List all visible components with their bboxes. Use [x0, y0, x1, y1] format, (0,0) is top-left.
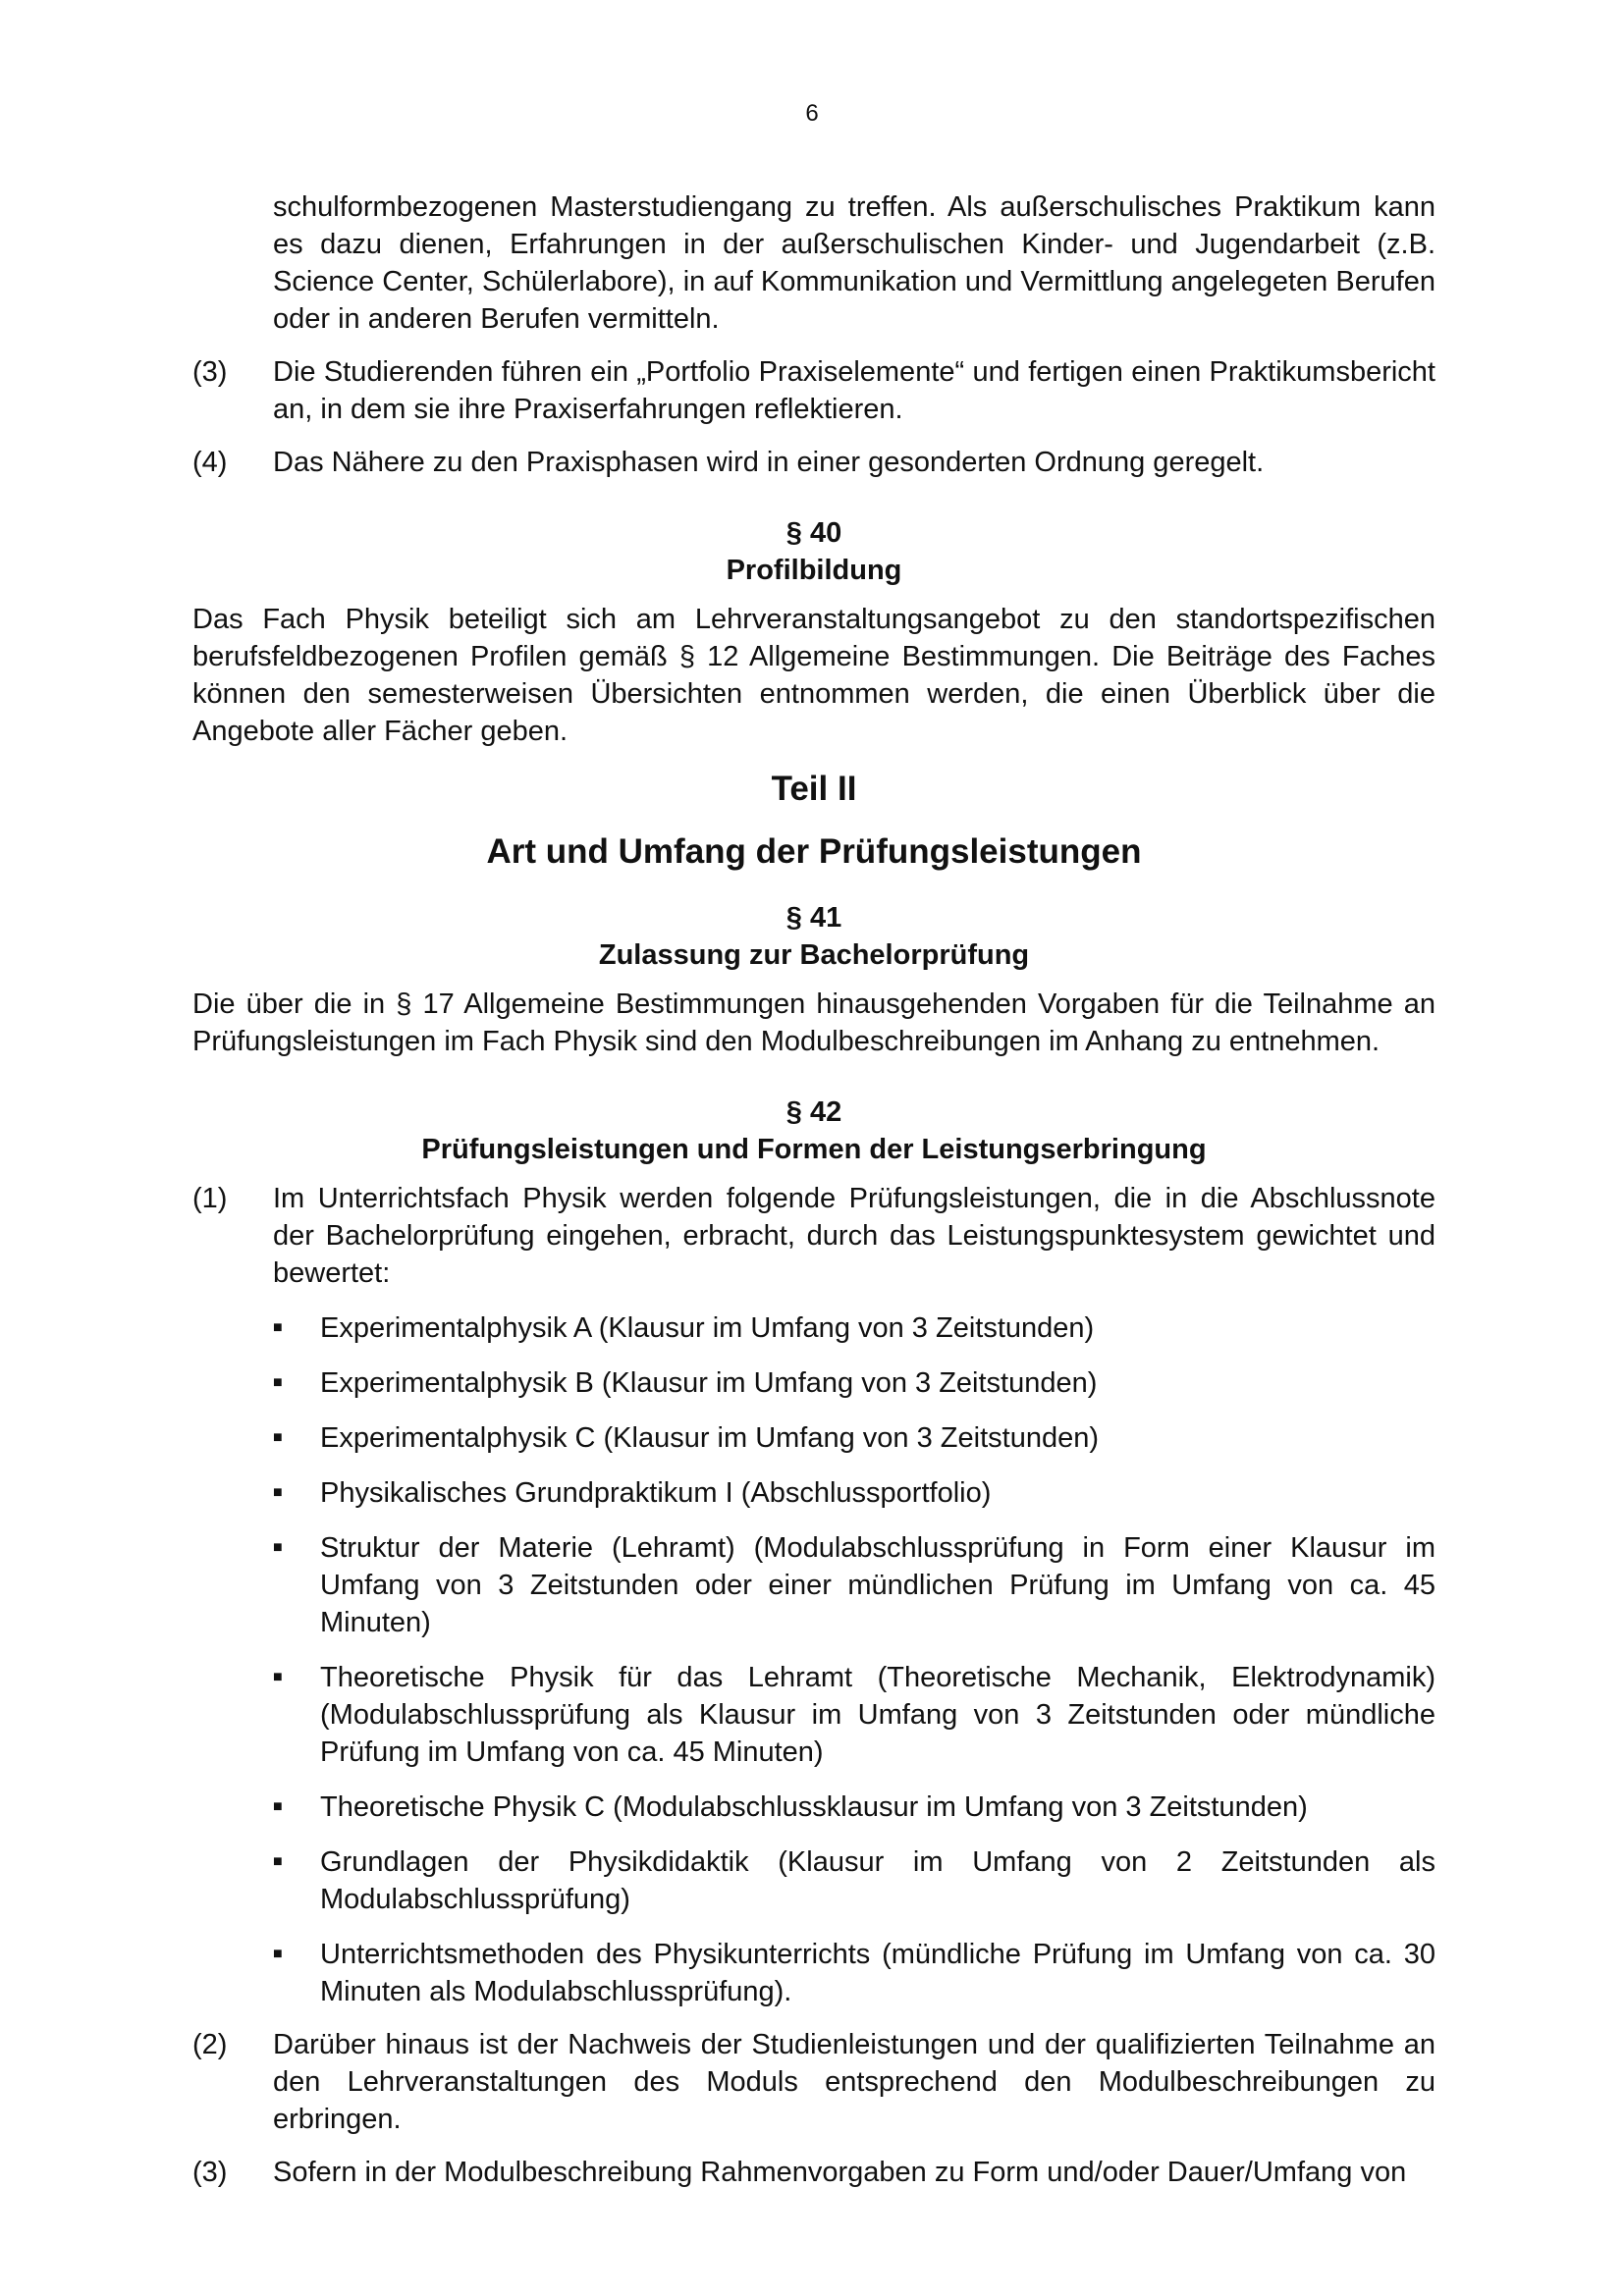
- list-item-text: Experimentalphysik C (Klausur im Umfang von 3 Zeitstunden): [320, 1422, 1099, 1454]
- page-content: [192, 188, 1435, 2191]
- section-40-text: Das Fach Physik beteiligt sich am Lehrveranstaltungsangebot zu den standortspezifischen berufsfeldbezogenen Profilen gemäß § 12 Allgemeine Bestimmungen. Die Beiträge des Faches können den semesterweisen Übersichten entnommen werden, die einen Überblick über die Angebote aller Fächer geben.: [192, 604, 1435, 747]
- section-41-title: Zulassung zur Bachelorprüfung: [598, 939, 1030, 971]
- exam-list: [192, 1309, 1435, 2010]
- section-40-title: Profilbildung: [726, 555, 902, 586]
- item-text: Darüber hinaus ist der Nachweis der Studienleistungen und der qualifizierten Teilnahme an den Lehrveranstaltungen des Moduls entsprechend den Modulbeschreibungen zu erbringen.: [273, 2029, 1435, 2135]
- bullet-icon: ■: [273, 1853, 283, 1870]
- list-item: [273, 1659, 1435, 1771]
- list-item: [273, 1309, 1435, 1347]
- item-text: Das Nähere zu den Praxisphasen wird in einer gesonderten Ordnung geregelt.: [273, 447, 1265, 478]
- list-item-text: Physikalisches Grundpraktikum I (Abschlussportfolio): [320, 1477, 992, 1509]
- part-label: Teil II: [771, 770, 857, 808]
- page-number: 6: [805, 100, 819, 127]
- item-number: (3): [192, 2157, 228, 2188]
- item-text: Die Studierenden führen ein „Portfolio Praxiselemente“ und fertigen einen Praktikumsbericht an, in dem sie ihre Praxiserfahrungen reflektieren.: [273, 356, 1435, 425]
- list-item-text: Experimentalphysik A (Klausur im Umfang von 3 Zeitstunden): [320, 1312, 1095, 1344]
- list-item: [273, 1936, 1435, 2010]
- item-number: (2): [192, 2029, 228, 2060]
- numbered-item: [192, 444, 1435, 481]
- section-42-number: § 42: [785, 1096, 842, 1128]
- list-item: [273, 1843, 1435, 1918]
- bullet-icon: ■: [273, 1374, 283, 1391]
- bullet-icon: ■: [273, 1798, 283, 1815]
- section-40-number: § 40: [785, 517, 842, 549]
- bullet-icon: ■: [273, 1669, 283, 1685]
- part-title: Art und Umfang der Prüfungsleistungen: [486, 832, 1142, 871]
- list-item: [273, 1529, 1435, 1641]
- list-item-text: Grundlagen der Physikdidaktik (Klausur im Umfang von 2 Zeitstunden als Modulabschlussprüfung): [320, 1846, 1435, 1915]
- bullet-icon: ■: [273, 1319, 283, 1336]
- numbered-item: [192, 353, 1435, 428]
- item-text: Sofern in der Modulbeschreibung Rahmenvorgaben zu Form und/oder Dauer/Umfang von: [273, 2157, 1407, 2188]
- bullet-icon: ■: [273, 1484, 283, 1501]
- bullet-icon: ■: [273, 1429, 283, 1446]
- numbered-item: [192, 1180, 1435, 1292]
- list-item: [273, 1474, 1435, 1512]
- numbered-item: [192, 2154, 1435, 2191]
- list-item-text: Theoretische Physik für das Lehramt (Theoretische Mechanik, Elektrodynamik) (Modulabschlussprüfung als Klausur im Umfang von 3 Zeitstunden oder mündliche Prüfung im Umfang von ca. 45 Minuten): [320, 1662, 1435, 1768]
- section-42-title: Prüfungsleistungen und Formen der Leistungserbringung: [421, 1134, 1207, 1165]
- item-number: (4): [192, 447, 228, 478]
- item-number: (3): [192, 356, 228, 388]
- item-number: (1): [192, 1183, 228, 1214]
- list-item-text: Unterrichtsmethoden des Physikunterrichts (mündliche Prüfung im Umfang von ca. 30 Minuten als Modulabschlussprüfung).: [320, 1939, 1435, 2007]
- item-text: Im Unterrichtsfach Physik werden folgende Prüfungsleistungen, die in die Abschlussnote der Bachelorprüfung eingehen, erbracht, durch das Leistungspunktesystem gewichtet und bewertet:: [273, 1183, 1435, 1289]
- list-item-text: Struktur der Materie (Lehramt) (Modulabschlussprüfung in Form einer Klausur im Umfang von 3 Zeitstunden oder einer mündlichen Prüfung im Umfang von ca. 45 Minuten): [320, 1532, 1435, 1638]
- bullet-icon: ■: [273, 1946, 283, 1962]
- list-item: [273, 1364, 1435, 1402]
- list-item: [273, 1789, 1435, 1826]
- section-41-number: § 41: [785, 902, 842, 934]
- section-41-text: Die über die in § 17 Allgemeine Bestimmungen hinausgehenden Vorgaben für die Teilnahme an Prüfungsleistungen im Fach Physik sind den Modulbeschreibungen im Anhang zu entnehmen.: [192, 988, 1435, 1057]
- list-item: [273, 1419, 1435, 1457]
- list-item-text: Experimentalphysik B (Klausur im Umfang von 3 Zeitstunden): [320, 1367, 1098, 1399]
- intro-paragraph: schulformbezogenen Masterstudiengang zu treffen. Als außerschulisches Praktikum kann es dazu dienen, Erfahrungen in der außerschulischen Kinder- und Jugendarbeit (z.B. Science Center, Schülerlabore), in auf Kommunikation und Vermittlung angelegeten Berufen oder in anderen Berufen vermitteln.: [273, 191, 1435, 335]
- bullet-icon: ■: [273, 1539, 283, 1556]
- list-item-text: Theoretische Physik C (Modulabschlussklausur im Umfang von 3 Zeitstunden): [320, 1791, 1308, 1823]
- numbered-item: [192, 2026, 1435, 2138]
